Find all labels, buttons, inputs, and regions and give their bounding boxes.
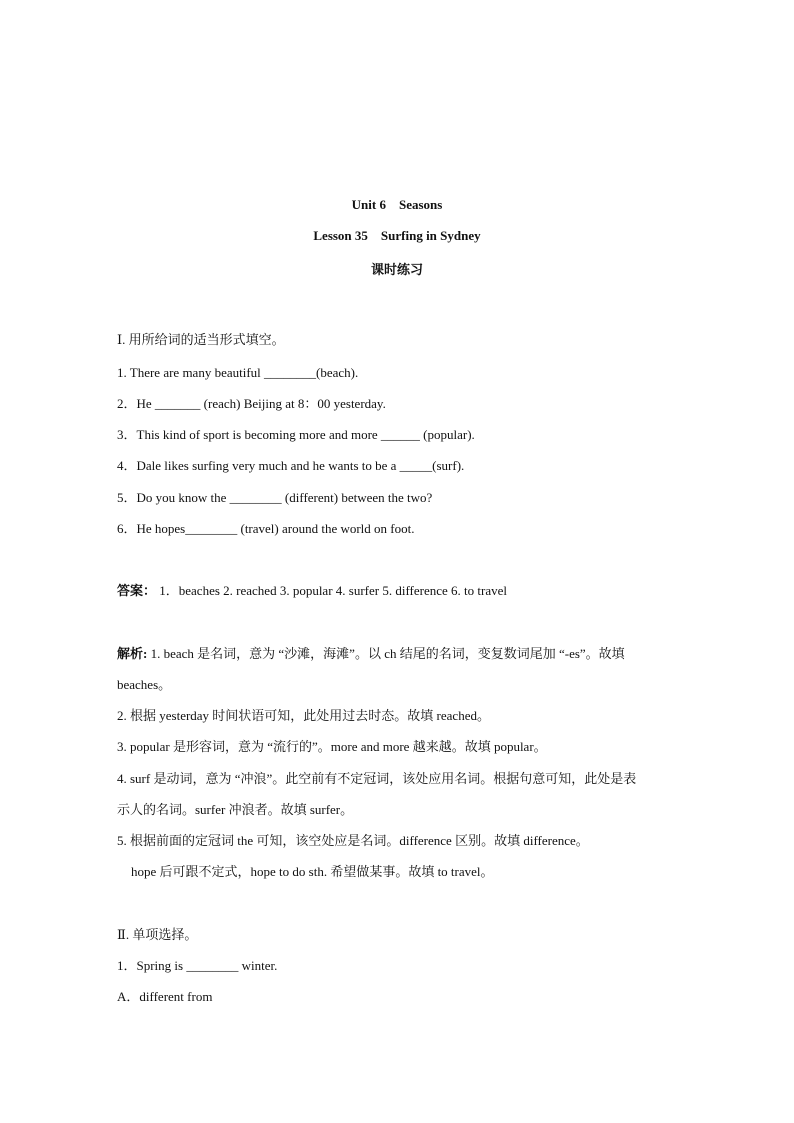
- analysis-line-1: [117, 645, 697, 663]
- section2-heading: Ⅱ. 单项选择。: [117, 927, 198, 942]
- analysis-line-3: 2. 根据 yesterday 时间状语可知，此处用过去时态。故填 reached。: [117, 708, 490, 723]
- analysis-line-5: 4. surf 是动词，意为 “冲浪”。此空前有不定冠词，该处应用名词。根据句意可知，此处是表: [117, 771, 637, 786]
- answer-text: 1．beaches 2. reached 3. popular 4. surfer 5. difference 6. to travel: [156, 583, 507, 598]
- unit-title: Unit 6 Seasons: [351, 197, 443, 212]
- mc-question-1: 1．Spring is ________ winter.: [117, 958, 278, 973]
- question-5: 5．Do you know the ________ (different) between the two?: [117, 490, 433, 505]
- analysis-label: 解析:: [117, 646, 148, 661]
- analysis-line-6: 示人的名词。surfer 冲浪者。故填 surfer。: [117, 802, 354, 817]
- answer-label: 答案：: [117, 583, 157, 598]
- question-2: 2．He _______ (reach) Beijing at 8：00 yesterday.: [117, 396, 386, 411]
- question-6: 6．He hopes________ (travel) around the world on foot.: [117, 521, 415, 536]
- question-1: 1. There are many beautiful ________(beach).: [117, 365, 359, 380]
- analysis-line-7: 5. 根据前面的定冠词 the 可知，该空处应是名词。difference 区别。故填 difference。: [117, 833, 589, 848]
- mc-option-a: A．different from: [117, 989, 213, 1004]
- section1-heading: Ⅰ. 用所给词的适当形式填空。: [117, 332, 285, 347]
- lesson-title: Lesson 35 Surfing in Sydney: [313, 228, 481, 243]
- analysis-line-4: 3. popular 是形容词，意为 “流行的”。more and more 越来越。故填 popular。: [117, 739, 547, 754]
- analysis-text-1: 1. beach 是名词，意为 “沙滩，海滩”。以 ch 结尾的名词，变复数词尾加 “-es”。故填: [147, 646, 625, 661]
- analysis-line-8: hope 后可跟不定式，hope to do sth. 希望做某事。故填 to travel。: [131, 864, 494, 879]
- analysis-line-2: beaches。: [117, 677, 172, 692]
- question-4: 4．Dale likes surfing very much and he wants to be a _____(surf).: [117, 458, 465, 473]
- page-subtitle: 课时练习: [370, 262, 423, 277]
- answer-line: [117, 582, 697, 600]
- question-3: 3．This kind of sport is becoming more and more ______ (popular).: [117, 427, 475, 442]
